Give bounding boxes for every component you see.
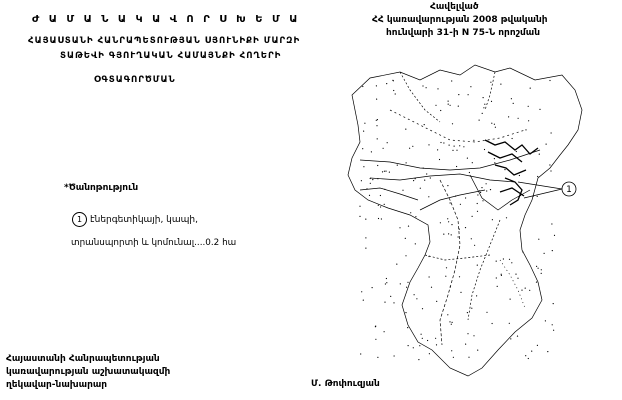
stipple-dot — [384, 189, 385, 190]
stipple-dot — [516, 151, 517, 152]
stipple-dot — [360, 353, 361, 354]
stipple-dot — [439, 159, 440, 160]
map-callout-marker — [562, 182, 576, 196]
stipple-dot — [510, 299, 511, 300]
stipple-dot — [385, 283, 386, 284]
stipple-dot — [405, 129, 406, 130]
stipple-dot — [451, 80, 452, 81]
stipple-dot — [390, 296, 391, 297]
stipple-dot — [476, 295, 477, 296]
stipple-dot — [520, 195, 521, 196]
stipple-dot — [363, 300, 364, 301]
map-subtitle-line1: ՀԱՅԱՍՏԱՆԻ ՀԱՆՐԱՊԵՏՈՒԹՅԱՆ ՍՅՈՒՆԻՔԻ ՄԱՐԶԻ — [28, 36, 301, 46]
stipple-dot — [545, 320, 546, 321]
stipple-dot — [553, 303, 554, 304]
stipple-dot — [410, 212, 411, 213]
stipple-dot — [492, 219, 493, 220]
stipple-dot — [496, 261, 497, 262]
stipple-dot — [428, 196, 429, 197]
annex-decree-line1: ՀՀ կառավարության 2008 թվականի — [372, 15, 548, 25]
stipple-dot — [494, 162, 495, 163]
stipple-dot — [405, 312, 406, 313]
stipple-dot — [387, 142, 388, 143]
stipple-dot — [552, 324, 553, 325]
stipple-dot — [446, 267, 447, 268]
stipple-dot — [447, 185, 448, 186]
annex-decree-line2: հունվարի 31-ի N 75-Ն որոշման — [386, 28, 540, 38]
stipple-dot — [501, 274, 502, 275]
signatory-title-line1: Հայաստանի Հանրապետության — [6, 354, 160, 364]
stipple-dot — [512, 138, 513, 139]
stipple-dot — [378, 218, 379, 219]
stipple-dot — [477, 211, 478, 212]
stipple-dot — [365, 219, 366, 220]
map-title: Ժ Ա Մ Ա Ն Ա Կ Ա Վ Ո Ր Ս Խ Ե Մ Ա — [32, 14, 301, 25]
stipple-dot — [486, 312, 487, 313]
stipple-dot — [365, 237, 366, 238]
stipple-dot — [468, 357, 469, 358]
stipple-dot — [491, 123, 492, 124]
stipple-dot — [386, 278, 387, 279]
stipple-dot — [413, 347, 414, 348]
stipple-dot — [490, 189, 491, 190]
stipple-dot — [375, 339, 376, 340]
stipple-dot — [408, 226, 409, 227]
stipple-dot — [384, 302, 385, 303]
stipple-dot — [473, 140, 474, 141]
stipple-dot — [400, 283, 401, 284]
stipple-dot — [492, 323, 493, 324]
legend-item — [72, 212, 198, 227]
stipple-dot — [546, 144, 547, 145]
stipple-dot — [529, 290, 530, 291]
stipple-dot — [377, 119, 378, 120]
stipple-dot — [465, 197, 466, 198]
stipple-dot — [539, 154, 540, 155]
stipple-dot — [513, 103, 514, 104]
stipple-dot — [518, 118, 519, 119]
stipple-dot — [423, 168, 424, 169]
stipple-dot — [422, 308, 423, 309]
stipple-dot — [389, 172, 390, 173]
stipple-dot — [539, 109, 540, 110]
stipple-dot — [460, 204, 461, 205]
stipple-dot — [378, 205, 379, 206]
stipple-dot — [397, 165, 398, 166]
stipple-dot — [414, 294, 415, 295]
stipple-dot — [394, 355, 395, 356]
stipple-dot — [402, 190, 403, 191]
stipple-dot — [467, 312, 468, 313]
stipple-dot — [538, 239, 539, 240]
stipple-dot — [525, 129, 526, 130]
stipple-dot — [525, 355, 526, 356]
legend-item-label-line2: տրանսպորտի և կոմունալ....0.2 հա — [71, 238, 237, 248]
stipple-dot — [450, 286, 451, 287]
stipple-dot — [538, 268, 539, 269]
stipple-dot — [440, 222, 441, 223]
stipple-dot — [384, 204, 385, 205]
stipple-dot — [533, 195, 534, 196]
stipple-dot — [459, 229, 460, 230]
stipple-dot — [451, 350, 452, 351]
stipple-dot — [386, 83, 387, 84]
stipple-dot — [506, 217, 507, 218]
stipple-dot — [467, 158, 468, 159]
stipple-dot — [443, 234, 444, 235]
stipple-dot — [385, 171, 386, 172]
stipple-dot — [552, 250, 553, 251]
stipple-dot — [429, 276, 430, 277]
stipple-dot — [422, 338, 423, 339]
stipple-dot — [550, 170, 551, 171]
stipple-dot — [515, 274, 516, 275]
legend-marker-icon: 1 — [72, 212, 87, 227]
stipple-dot — [500, 84, 501, 85]
callout-leader — [518, 182, 562, 198]
stipple-dot — [509, 323, 510, 324]
stipple-dot — [426, 87, 427, 88]
stipple-dot — [361, 180, 362, 181]
stipple-dot — [471, 238, 472, 239]
stipple-dot — [443, 142, 444, 143]
stipple-dot — [364, 123, 365, 124]
stipple-dot — [406, 162, 407, 163]
stipple-dot — [426, 173, 427, 174]
stipple-dot — [376, 85, 377, 86]
stipple-dot — [370, 178, 371, 179]
stipple-dot — [447, 314, 448, 315]
signatory-title-line3: ղեկավար-նախարար — [6, 380, 108, 390]
stipple-dot — [377, 357, 378, 358]
stipple-dot — [536, 282, 537, 283]
settlement-cluster — [485, 140, 538, 205]
stipple-dot — [381, 218, 382, 219]
stipple-dot — [422, 85, 423, 86]
stipple-dot — [362, 86, 363, 87]
stipple-dot — [522, 251, 523, 252]
stipple-dot — [377, 138, 378, 139]
stipple-dot — [458, 94, 459, 95]
stipple-dot — [416, 298, 417, 299]
legend-item-label-line1: էներգետիկայի, կապի, — [90, 214, 198, 225]
community-boundary — [348, 65, 582, 376]
stipple-dot — [525, 288, 526, 289]
stipple-dot — [437, 88, 438, 89]
stipple-dot — [421, 334, 422, 335]
stipple-dot — [508, 116, 509, 117]
stipple-dot — [407, 282, 408, 283]
stipple-dot — [377, 165, 378, 166]
land-use-dots — [359, 80, 555, 361]
stipple-dot — [460, 292, 461, 293]
stipple-dot — [517, 336, 518, 337]
stipple-dot — [449, 321, 450, 322]
stipple-dot — [474, 245, 475, 246]
stipple-dot — [380, 195, 381, 196]
stipple-dot — [554, 235, 555, 236]
stipple-dot — [458, 236, 459, 237]
stipple-dot — [477, 265, 478, 266]
stipple-dot — [549, 80, 550, 81]
stipple-dot — [377, 178, 378, 179]
stipple-dot — [440, 142, 441, 143]
stipple-dot — [365, 248, 366, 249]
stipple-dot — [440, 110, 441, 111]
stipple-dot — [510, 338, 511, 339]
stipple-dot — [537, 176, 538, 177]
stipple-dot — [484, 104, 485, 105]
stipple-dot — [445, 276, 446, 277]
stipple-dot — [431, 287, 432, 288]
stipple-dot — [531, 351, 532, 352]
signatory-name: Մ. Թոփուզյան — [311, 379, 380, 389]
signatory-title-line2: կառավարության աշխատակազմի — [6, 367, 171, 377]
stipple-dot — [459, 276, 460, 277]
stipple-dot — [428, 144, 429, 145]
stipple-dot — [511, 262, 512, 263]
stipple-dot — [465, 227, 466, 228]
stipple-dot — [465, 344, 466, 345]
stipple-dot — [458, 106, 459, 107]
stipple-dot — [361, 291, 362, 292]
stipple-dot — [393, 80, 394, 81]
stipple-dot — [551, 223, 552, 224]
stipple-dot — [448, 233, 449, 234]
community-land-map — [300, 50, 622, 380]
stipple-dot — [409, 148, 410, 149]
stipple-dot — [477, 194, 478, 195]
stipple-dot — [501, 275, 502, 276]
stipple-dot — [479, 120, 480, 121]
stipple-dot — [405, 255, 406, 256]
stipple-dot — [428, 256, 429, 257]
stipple-dot — [483, 107, 484, 108]
map-subtitle-line3: ՕԳՏԱԳՈՐԾՄԱՆ — [94, 75, 176, 85]
stipple-dot — [480, 192, 481, 193]
stipple-dot — [495, 127, 496, 128]
stipple-dot — [504, 169, 505, 170]
stipple-dot — [521, 290, 522, 291]
stipple-dot — [547, 351, 548, 352]
stipple-dot — [541, 269, 542, 270]
stipple-dot — [459, 145, 460, 146]
stipple-dot — [372, 179, 373, 180]
stipple-dot — [366, 188, 367, 189]
stipple-dot — [456, 150, 457, 151]
stipple-dot — [418, 359, 419, 360]
stipple-dot — [536, 266, 537, 267]
stipple-dot — [448, 104, 449, 105]
stipple-dot — [537, 196, 538, 197]
stipple-dot — [517, 278, 518, 279]
stipple-dot — [467, 333, 468, 334]
stipple-dot — [376, 99, 377, 100]
stipple-dot — [483, 97, 484, 98]
stipple-dot — [383, 148, 384, 149]
annex-label: Հավելված — [430, 2, 479, 12]
stipple-dot — [471, 308, 472, 309]
stipple-dot — [359, 206, 360, 207]
stipple-dot — [427, 340, 428, 341]
stipple-dot — [435, 105, 436, 106]
stipple-dot — [503, 258, 504, 259]
stipple-dot — [408, 345, 409, 346]
stipple-dot — [473, 335, 474, 336]
stipple-dot — [424, 180, 425, 181]
stipple-dot — [528, 358, 529, 359]
stipple-dot — [436, 301, 437, 302]
stipple-dot — [452, 150, 453, 151]
stipple-dot — [470, 86, 471, 87]
stipple-dot — [530, 88, 531, 89]
stipple-dot — [371, 151, 372, 152]
stipple-dot — [447, 218, 448, 219]
stipple-dot — [472, 216, 473, 217]
stipple-dot — [435, 338, 436, 339]
stipple-dot — [376, 125, 377, 126]
stipple-dot — [528, 106, 529, 107]
stipple-dot — [486, 183, 487, 184]
stipple-dot — [509, 259, 510, 260]
stipple-dot — [430, 177, 431, 178]
stipple-dot — [494, 124, 495, 125]
stipple-dot — [406, 287, 407, 288]
stipple-dot — [376, 120, 377, 121]
stipple-dot — [362, 148, 363, 149]
stipple-dot — [491, 101, 492, 102]
stipple-dot — [519, 175, 520, 176]
stipple-dot — [551, 132, 552, 133]
stipple-dot — [384, 171, 385, 172]
legend-title: *Ծանոթություն — [64, 183, 139, 193]
stipple-dot — [454, 146, 455, 147]
stipple-dot — [494, 158, 495, 159]
stipple-dot — [399, 227, 400, 228]
stipple-dot — [413, 180, 414, 181]
stipple-dot — [477, 203, 478, 204]
stipple-dot — [370, 183, 371, 184]
stipple-dot — [537, 345, 538, 346]
stipple-dot — [452, 322, 453, 323]
stipple-dot — [405, 238, 406, 239]
stipple-dot — [490, 82, 491, 83]
stipple-dot — [451, 234, 452, 235]
stipple-dot — [451, 224, 452, 225]
stipple-dot — [482, 200, 483, 201]
stipple-dot — [382, 171, 383, 172]
stipple-dot — [380, 206, 381, 207]
stipple-dot — [369, 195, 370, 196]
stipple-dot — [407, 327, 408, 328]
stipple-dot — [544, 253, 545, 254]
stipple-dot — [452, 123, 453, 124]
stipple-dot — [429, 353, 430, 354]
stipple-dot — [553, 330, 554, 331]
stipple-dot — [511, 98, 512, 99]
stipple-dot — [541, 273, 542, 274]
stipple-dot — [455, 196, 456, 197]
stipple-dot — [469, 172, 470, 173]
stipple-dot — [463, 146, 464, 147]
stipple-dot — [436, 344, 437, 345]
stipple-dot — [372, 287, 373, 288]
stipple-dot — [486, 190, 487, 191]
stipple-dot — [393, 90, 394, 91]
stipple-dot — [393, 302, 394, 303]
stipple-dot — [415, 216, 416, 217]
stipple-dot — [448, 221, 449, 222]
stipple-dot — [453, 357, 454, 358]
stipple-dot — [477, 350, 478, 351]
stipple-dot — [363, 166, 364, 167]
stipple-dot — [359, 216, 360, 217]
stipple-dot — [450, 105, 451, 106]
stipple-dot — [448, 101, 449, 102]
map-callout-number: 1 — [566, 185, 572, 195]
stipple-dot — [449, 145, 450, 146]
stipple-dot — [482, 113, 483, 114]
stipple-dot — [437, 149, 438, 150]
stipple-dot — [496, 277, 497, 278]
stipple-dot — [424, 124, 425, 125]
stipple-dot — [472, 162, 473, 163]
stipple-dot — [484, 149, 485, 150]
stipple-dot — [549, 164, 550, 165]
stipple-dot — [479, 190, 480, 191]
stipple-dot — [468, 94, 469, 95]
stipple-dot — [420, 188, 421, 189]
stipple-dot — [451, 324, 452, 325]
stipple-dot — [528, 120, 529, 121]
stipple-dot — [375, 326, 376, 327]
stipple-dot — [415, 178, 416, 179]
stipple-dot — [396, 264, 397, 265]
stipple-dot — [412, 146, 413, 147]
stipple-dot — [419, 345, 420, 346]
stipple-dot — [497, 286, 498, 287]
stipple-dot — [450, 202, 451, 203]
stipple-dot — [384, 331, 385, 332]
stipple-dot — [415, 243, 416, 244]
stipple-dot — [456, 166, 457, 167]
map-subtitle-line2: ՏԱԹԵՎԻ ԳՅՈՒՂԱԿԱՆ ՀԱՄԱՅՆՔԻ ՀՈՂԵՐԻ — [60, 51, 282, 61]
stipple-dot — [386, 282, 387, 283]
stipple-dot — [481, 187, 482, 188]
stipple-dot — [363, 131, 364, 132]
stipple-dot — [395, 93, 396, 94]
